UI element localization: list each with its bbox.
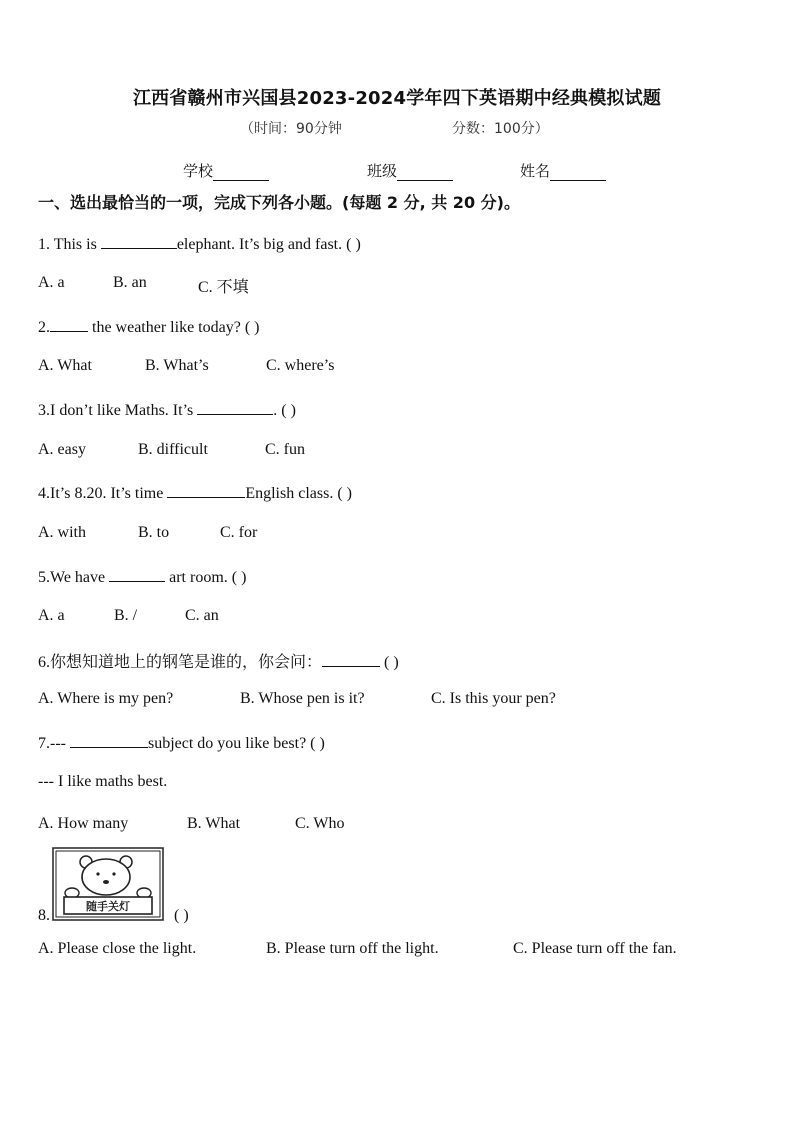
answer-blank[interactable] [101, 233, 177, 249]
question-5-tail: art room. ( ) [165, 569, 247, 586]
question-1-text: 1. This is [38, 236, 101, 253]
question-6-tail: ( ) [380, 654, 399, 671]
option-3b[interactable]: B. difficult [138, 441, 208, 458]
option-6a[interactable]: A. Where is my pen? [38, 690, 174, 707]
class-field[interactable] [367, 160, 453, 181]
option-8a[interactable]: A. Please close the light. [38, 940, 197, 957]
option-5b[interactable]: B. / [114, 607, 138, 624]
question-1-tail: elephant. It’s big and fast. ( ) [176, 236, 361, 253]
answer-blank[interactable] [50, 316, 88, 332]
option-4b[interactable]: B. to [138, 524, 170, 541]
option-8c[interactable]: C. Please turn off the fan. [513, 940, 677, 957]
name-label: 姓名 [520, 162, 551, 180]
option-6c[interactable]: C. Is this your pen? [431, 690, 556, 707]
option-3a[interactable]: A. easy [38, 441, 86, 458]
question-3-tail: . ( ) [273, 402, 296, 419]
question-8-number: 8. [38, 907, 50, 924]
name-blank[interactable] [550, 166, 606, 181]
question-1 [38, 233, 361, 254]
school-field[interactable] [183, 160, 269, 181]
question-6-text: 6.你想知道地上的钢笔是谁的，你会问： [38, 654, 323, 671]
answer-blank[interactable] [322, 651, 380, 667]
option-1a[interactable]: A. a [38, 274, 65, 291]
option-7b[interactable]: B. What [187, 815, 241, 832]
question-2-tail: the weather like today? ( ) [88, 319, 260, 336]
option-3c[interactable]: C. fun [265, 441, 305, 458]
section-heading: 一、选出最恰当的一项，完成下列各小题。(每题 2 分, 共 20 分)。 [38, 193, 520, 212]
class-blank[interactable] [397, 166, 453, 181]
question-3 [38, 399, 296, 420]
option-7c[interactable]: C. Who [295, 815, 345, 832]
question-7-tail: subject do you like best? ( ) [147, 735, 325, 752]
question-4 [38, 482, 352, 503]
answer-blank[interactable] [167, 482, 245, 498]
name-field[interactable] [520, 160, 606, 181]
option-8b[interactable]: B. Please turn off the light. [266, 940, 439, 957]
school-blank[interactable] [213, 166, 269, 181]
question-8-bracket: ( ) [174, 907, 189, 924]
school-label: 学校 [183, 162, 214, 180]
option-4a[interactable]: A. with [38, 524, 86, 541]
question-7 [38, 732, 325, 753]
option-6b[interactable]: B. Whose pen is it? [240, 690, 365, 707]
question-4-tail: English class. ( ) [245, 485, 352, 502]
option-7a[interactable]: A. How many [38, 815, 129, 832]
answer-blank[interactable] [70, 732, 148, 748]
turn-off-light-sign-image [52, 847, 164, 921]
option-5a[interactable]: A. a [38, 607, 65, 624]
time-info: （时间：90分钟 [240, 121, 342, 137]
question-4-text: 4.It’s 8.20. It’s time [38, 485, 168, 502]
sign-text: 随手关灯 [86, 900, 130, 913]
page-title: 江西省赣州市兴国县2023-2024学年四下英语期中经典模拟试题 [132, 88, 662, 109]
question-2 [38, 316, 259, 337]
question-5 [38, 566, 246, 587]
question-6 [38, 649, 399, 672]
answer-blank[interactable] [197, 399, 273, 415]
question-7-text: 7.--- [38, 735, 70, 752]
option-2b[interactable]: B. What’s [145, 357, 209, 374]
question-7-reply: --- I like maths best. [38, 773, 168, 790]
option-1c[interactable]: C. 不填 [198, 279, 249, 296]
option-1b[interactable]: B. an [113, 274, 147, 291]
option-2c[interactable]: C. where’s [266, 357, 335, 374]
class-label: 班级 [367, 162, 398, 180]
question-3-text: 3.I don’t like Maths. It’s [38, 402, 198, 419]
answer-blank[interactable] [109, 566, 165, 582]
option-2a[interactable]: A. What [38, 357, 92, 374]
option-4c[interactable]: C. for [220, 524, 258, 541]
question-2-text: 2. [38, 319, 50, 336]
question-5-text: 5.We have [38, 569, 110, 586]
score-info: 分数：100分） [452, 121, 549, 137]
option-5c[interactable]: C. an [185, 607, 219, 624]
